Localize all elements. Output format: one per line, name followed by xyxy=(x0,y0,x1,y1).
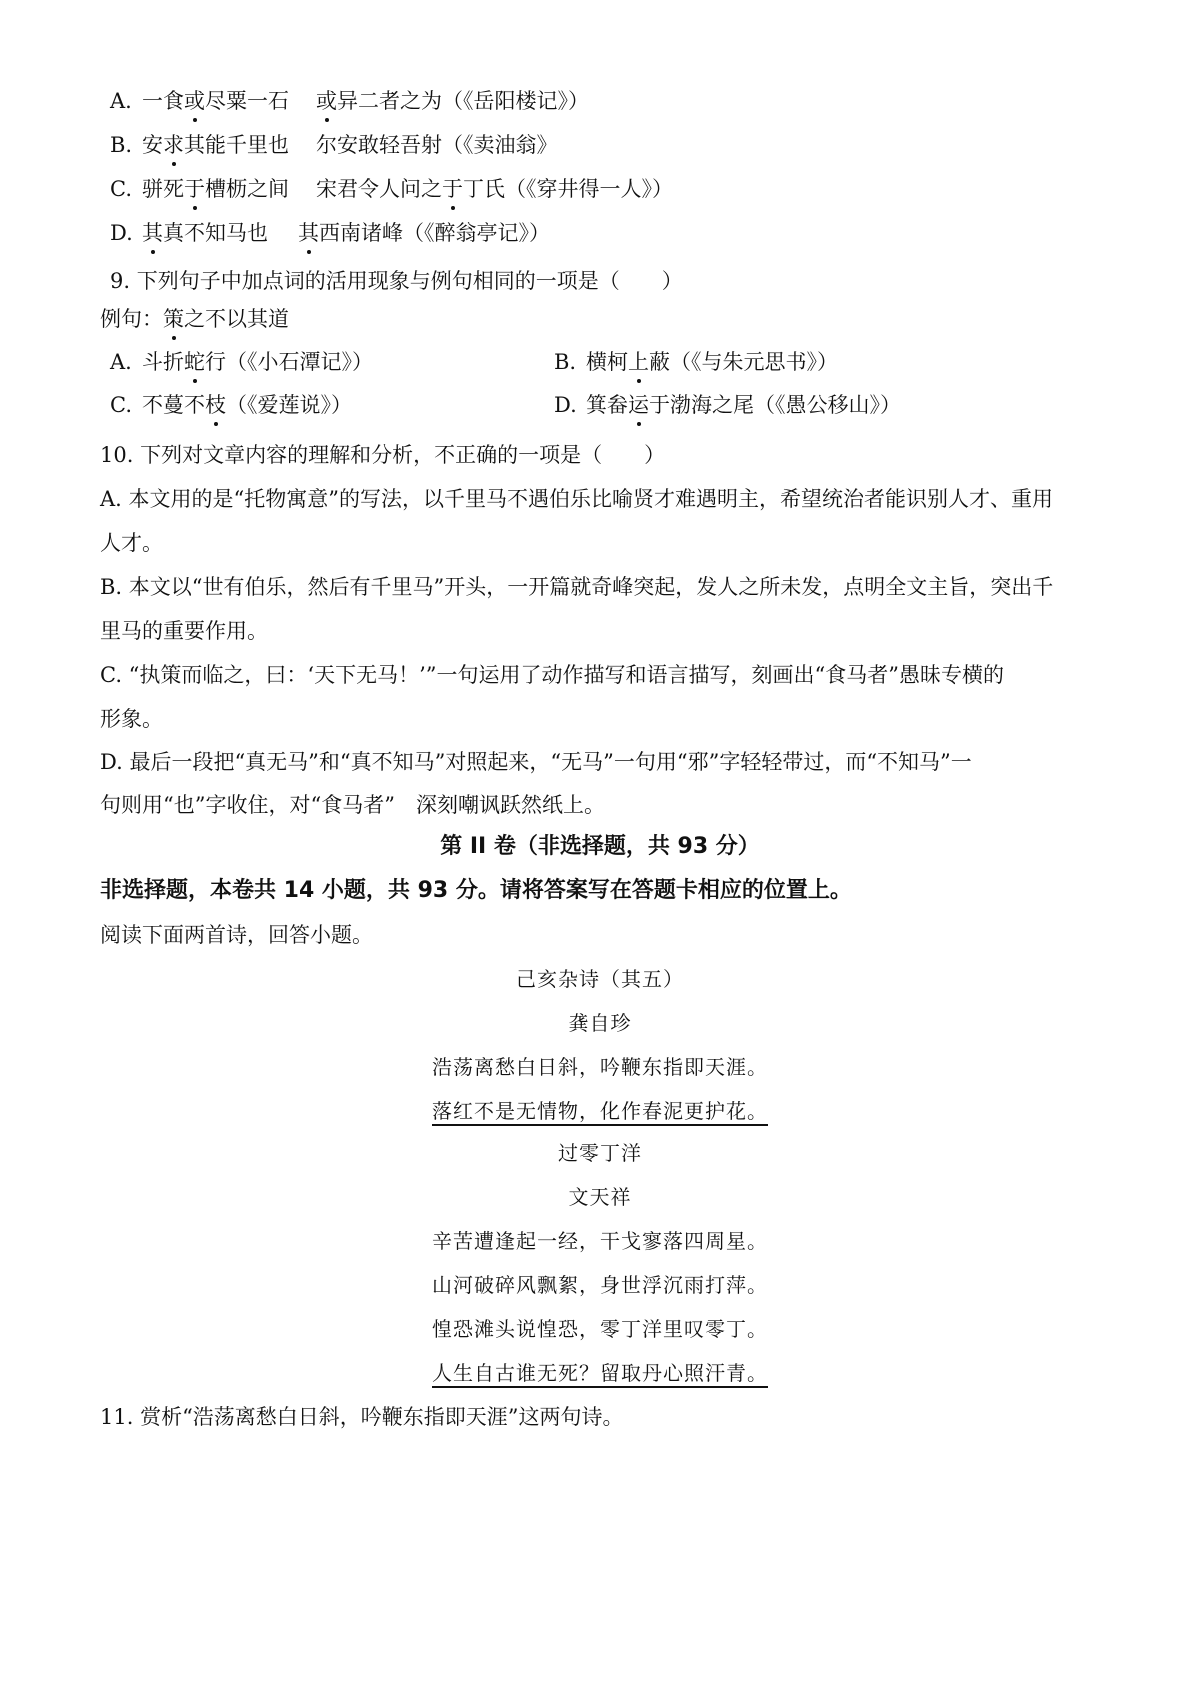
option-label: A. xyxy=(110,89,132,113)
poem2-line: 山河破碎风飘絮，身世浮沉雨打萍。 xyxy=(432,1273,768,1297)
dotted-char: 其 xyxy=(298,218,319,248)
option-label: C. xyxy=(110,393,132,417)
option-label: D. xyxy=(110,221,133,245)
option-text: 蔽（《与朱元思书》） xyxy=(649,350,838,374)
q10-stem: 10. 下列对文章内容的理解和分析，不正确的一项是（ ） xyxy=(100,443,666,467)
poem1-line: 浩荡离愁白日斜，吟鞭东指即天涯。 xyxy=(432,1055,768,1079)
option-label: A. xyxy=(110,350,132,374)
option-text: 斗折 xyxy=(142,350,184,374)
dotted-char: 上 xyxy=(628,347,649,377)
example-label: 例句： xyxy=(100,307,163,331)
q9-stem: 9. 下列句子中加点词的活用现象与例句相同的一项是（ ） xyxy=(110,269,683,293)
option-text: 西南诸峰（《醉翁亭记》） xyxy=(319,221,550,245)
poem1-author: 龚自珍 xyxy=(568,1011,632,1035)
poem2-author: 文天祥 xyxy=(568,1185,632,1209)
dotted-char: 于 xyxy=(442,174,463,204)
option-text: 尽粟一石 xyxy=(205,89,289,113)
option-text: 横柯 xyxy=(586,350,628,374)
q8-option-c-compare xyxy=(316,174,673,204)
dotted-char: 求 xyxy=(163,130,184,160)
option-text: 不蔓不 xyxy=(142,393,205,417)
reading-prompt: 阅读下面两首诗，回答小题。 xyxy=(100,923,373,947)
part2-title: 第 II 卷（非选择题，共 93 分） xyxy=(440,834,760,859)
q10-option-b-line2: 里马的重要作用。 xyxy=(100,619,268,643)
poem2-line xyxy=(0,1358,1200,1388)
poem1-line xyxy=(0,1096,1200,1126)
q8-option-a-compare xyxy=(316,86,589,116)
underlined-verse: 落红不是无情物，化作春泥更护花。 xyxy=(432,1099,768,1123)
option-label: C. xyxy=(110,177,132,201)
q8-option-d-compare xyxy=(298,218,550,248)
underlined-verse: 人生自古谁无死？留取丹心照汗青。 xyxy=(432,1361,768,1385)
q10-option-a-line2: 人才。 xyxy=(100,531,163,555)
q9-option-c xyxy=(110,390,352,420)
poem1-title: 己亥杂诗（其五） xyxy=(516,967,684,991)
part2-instruction: 非选择题，本卷共 14 小题，共 93 分。请将答案写在答题卡相应的位置上。 xyxy=(100,878,852,903)
option-text: 宋君令人问之 xyxy=(316,177,442,201)
q8-option-b-compare xyxy=(316,130,558,160)
option-text: 于渤海之尾（《愚公移山》） xyxy=(649,393,901,417)
poem2-line: 惶恐滩头说惶恐，零丁洋里叹零丁。 xyxy=(432,1317,768,1341)
dotted-char: 枝 xyxy=(205,390,226,420)
dotted-char: 或 xyxy=(184,86,205,116)
option-text: 安 xyxy=(142,133,163,157)
dotted-char: 蛇 xyxy=(184,347,205,377)
option-text: 行（《小石潭记》） xyxy=(205,350,373,374)
dotted-char: 或 xyxy=(316,86,337,116)
q10-option-a-line1: A. 本文用的是“托物寓意”的写法，以千里马不遇伯乐比喻贤才难遇明主，希望统治者能识别人才、重用 xyxy=(100,487,1053,511)
option-text: 异二者之为（《岳阳楼记》） xyxy=(337,89,589,113)
q9-option-b xyxy=(554,347,838,377)
option-text: 槽枥之间 xyxy=(205,177,289,201)
q9-option-a xyxy=(110,347,373,377)
q10-option-c-line1: C. “执策而临之，曰：‘天下无马！’”一句运用了动作描写和语言描写，刻画出“食马者”愚昧专横的 xyxy=(100,663,1004,687)
example-text: 之不以其道 xyxy=(184,307,289,331)
dotted-char: 策 xyxy=(163,304,184,334)
q10-option-d-line1: D. 最后一段把“真无马”和“真不知马”对照起来，“无马”一句用“邪”字轻轻带过，而“不知马”一 xyxy=(100,750,972,774)
q8-option-d xyxy=(110,218,268,248)
option-text: 其能千里也 xyxy=(184,133,289,157)
q10-option-d-line2: 句则用“也”字收住，对“食马者” 深刻嘲讽跃然纸上。 xyxy=(100,793,605,817)
q9-example xyxy=(100,304,289,334)
q10-option-b-line1: B. 本文以“世有伯乐，然后有千里马”开头，一开篇就奇峰突起，发人之所未发，点明全文主旨，突出千 xyxy=(100,575,1054,599)
option-text: 箕畚 xyxy=(586,393,628,417)
option-label: B. xyxy=(110,133,133,157)
option-text: 尔安敢轻吾射（《卖油翁》 xyxy=(316,133,558,157)
q8-option-a xyxy=(110,86,289,116)
dotted-char: 于 xyxy=(184,174,205,204)
option-text: 丁氏（《穿井得一人》） xyxy=(463,177,673,201)
poem2-title: 过零丁洋 xyxy=(558,1141,642,1165)
option-text: 骈死 xyxy=(142,177,184,201)
option-text: 一食 xyxy=(142,89,184,113)
q11-stem: 11. 赏析“浩荡离愁白日斜，吟鞭东指即天涯”这两句诗。 xyxy=(100,1405,624,1429)
q9-option-d xyxy=(554,390,901,420)
q10-option-c-line2: 形象。 xyxy=(100,707,163,731)
option-label: D. xyxy=(554,393,577,417)
q8-option-b xyxy=(110,130,289,160)
option-text: （《爱莲说》） xyxy=(226,393,352,417)
option-text: 真不知马也 xyxy=(163,221,268,245)
dotted-char: 其 xyxy=(142,218,163,248)
poem2-line: 辛苦遭逢起一经，干戈寥落四周星。 xyxy=(432,1229,768,1253)
option-label: B. xyxy=(554,350,577,374)
dotted-char: 运 xyxy=(628,390,649,420)
q8-option-c xyxy=(110,174,289,204)
